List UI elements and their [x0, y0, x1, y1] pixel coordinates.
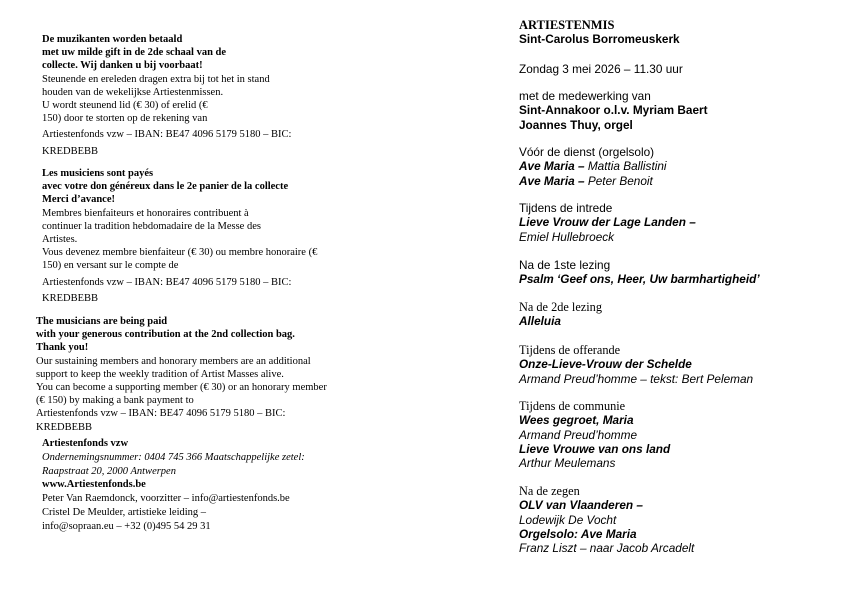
french-bic-line: KREDBEBB [42, 292, 99, 304]
section-label: Na de zegen [519, 484, 580, 498]
fonds-name: Artiestenfonds vzw [42, 438, 129, 449]
section-label: Na de 2de lezing [519, 300, 602, 314]
piece-line [519, 159, 667, 173]
dutch-heading-line: collecte. Wij danken u bij voorbaat! [42, 60, 203, 72]
section-label: Tijdens de intrede [519, 201, 613, 215]
section-second-reading [519, 300, 602, 329]
section-label: Na de 1ste lezing [519, 258, 611, 272]
dutch-body-line: houden van de wekelijkse Artiestenmissen. [42, 86, 224, 98]
english-body-line: (€ 150) by making a bank payment to [36, 395, 194, 407]
fonds-contact-line: Peter Van Raemdonck, voorzitter – info@artiestenfonds.be [42, 493, 290, 505]
dutch-bic-line: KREDBEBB [42, 145, 99, 157]
french-body-line: Artistes. [42, 233, 78, 245]
english-body-line: You can become a supporting member (€ 30) or an honorary member [36, 381, 327, 393]
fonds-contact-line: Cristel De Meulder, artistieke leiding – [42, 506, 207, 518]
piece-line [519, 174, 667, 188]
piece-composer: Franz Liszt – naar Jacob Arcadelt [519, 541, 695, 556]
french-body-line: 150) en versant sur le compte de [42, 260, 179, 272]
english-heading-line: The musicians are being paid [36, 316, 168, 327]
piece-title: Ave Maria – [519, 159, 585, 174]
section-label: Tijdens de communie [519, 399, 626, 413]
piece-title: Wees gegroet, Maria [519, 413, 634, 428]
piece-title: Alleluia [519, 314, 561, 329]
section-label: Tijdens de offerande [519, 343, 621, 357]
piece-title: Lieve Vrouwe van ons land [519, 441, 671, 456]
piece-composer: Lodewijk De Vocht [519, 512, 617, 527]
english-notice [36, 315, 327, 434]
french-heading-line: avec votre don généreux dans le 2e panier de la collecte [42, 181, 289, 193]
section-first-reading [519, 258, 760, 287]
piece-composer: Arthur Meulemans [519, 456, 616, 471]
piece-title: Psalm ‘Geef ons, Heer, Uw barmhartigheid’ [519, 272, 760, 287]
performer-line: Joannes Thuy, orgel [519, 117, 633, 132]
english-heading-line: Thank you! [36, 342, 89, 354]
english-body-line: Our sustaining members and honorary members are an additional [36, 355, 311, 367]
section-entrance [519, 201, 696, 244]
performer-line: Sint-Annakoor o.l.v. Myriam Baert [519, 103, 708, 118]
english-bank-line: Artiestenfonds vzw – IBAN: BE47 4096 5179 5180 – BIC: [36, 408, 286, 420]
piece-composer: Armand Preud’homme – tekst: Bert Peleman [519, 371, 754, 386]
french-notice [42, 167, 317, 305]
piece-title: Lieve Vrouw der Lage Landen – [519, 215, 696, 230]
dutch-body-line: U wordt steunend lid (€ 30) of erelid (€ [42, 99, 208, 111]
fonds-company-line: Raapstraat 20, 2000 Antwerpen [42, 465, 176, 477]
french-heading-line: Merci d’avance! [42, 194, 115, 206]
dutch-body-line: Steunende en ereleden dragen extra bij tot het in stand [42, 73, 270, 85]
section-after-blessing [519, 484, 694, 555]
piece-title: OLV van Vlaanderen – [519, 498, 643, 513]
piece-composer: Emiel Hullebroeck [519, 229, 615, 244]
french-bank-line: Artiestenfonds vzw – IBAN: BE47 4096 5179 5180 – BIC: [42, 276, 292, 288]
program-header [519, 18, 680, 47]
section-label: Vóór de dienst (orgelsolo) [519, 145, 655, 159]
dutch-bank-line: Artiestenfonds vzw – IBAN: BE47 4096 5179 5180 – BIC: [42, 129, 292, 141]
cooperation-label: met de medewerking van [519, 89, 651, 103]
fonds-company-line: Ondernemingsnummer: 0404 745 366 Maatschappelijke zetel: [42, 451, 305, 463]
piece-composer: Armand Preud’homme [519, 427, 638, 442]
section-communion [519, 399, 670, 470]
french-body-line: Vous devenez membre bienfaiteur (€ 30) ou membre honoraire (€ [42, 247, 318, 259]
english-heading-line: with your generous contribution at the 2nd collection bag. [36, 329, 295, 341]
dutch-heading-line: De muzikanten worden betaald [42, 34, 183, 45]
section-before-service [519, 145, 667, 188]
piece-composer: Mattia Ballistini [584, 159, 667, 174]
dutch-heading-line: met uw milde gift in de 2de schaal van de [42, 47, 227, 59]
church-name: Sint-Carolus Borromeuskerk [519, 32, 680, 47]
french-body-line: Membres bienfaiteurs et honoraires contribuent à [42, 207, 249, 219]
piece-title: Ave Maria – [519, 173, 585, 188]
dutch-notice [42, 33, 291, 158]
program-title: ARTIESTENMIS [519, 18, 615, 32]
french-body-line: continuer la tradition hebdomadaire de la Messe des [42, 220, 261, 232]
piece-title: Onze-Lieve-Vrouw der Schelde [519, 357, 692, 372]
cooperation-block [519, 89, 708, 132]
fonds-block [42, 437, 305, 534]
french-heading-line: Les musiciens sont payés [42, 168, 154, 179]
service-date [519, 62, 683, 76]
english-body-line: support to keep the weekly tradition of Artist Masses alive. [36, 368, 284, 380]
date-line: Zondag 3 mei 2026 – 11.30 uur [519, 62, 683, 76]
section-offertory [519, 343, 753, 386]
english-bic-line: KREDBEBB [36, 421, 93, 433]
fonds-contact-line: info@sopraan.eu – +32 (0)495 54 29 31 [42, 520, 211, 532]
piece-title: Orgelsolo: Ave Maria [519, 526, 637, 541]
piece-composer: Peter Benoit [584, 173, 653, 188]
dutch-body-line: 150) door te storten op de rekening van [42, 113, 208, 125]
fonds-website-link[interactable]: www.Artiestenfonds.be [42, 479, 146, 491]
